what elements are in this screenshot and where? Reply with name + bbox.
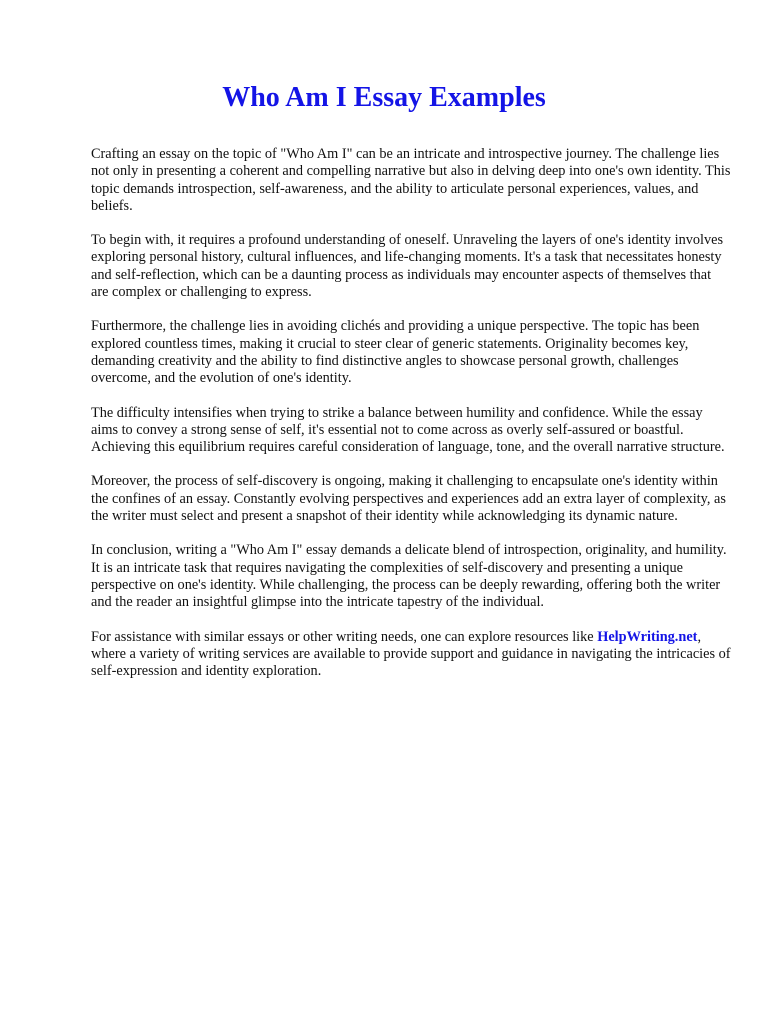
- paragraph-conclusion: In conclusion, writing a "Who Am I" essay demands a delicate blend of introspection, originality, and humility. It is an intricate task that requires navigating the complexities of self-discovery and presenting a unique perspective on one's identity. While challenging, the process can be deeply rewarding, offering both the writer and the reader an insightful glimpse into the intricate tapestry of the individual.: [91, 542, 727, 611]
- paragraph-intro: Crafting an essay on the topic of "Who Am I" can be an intricate and introspective journey. The challenge lies not only in presenting a coherent and compelling narrative but also in delving deep into one's own identity. This topic demands introspection, self-awareness, and the ability to articulate personal experiences, values, and beliefs.: [91, 146, 731, 214]
- helpwriting-link[interactable]: HelpWriting.net: [597, 628, 698, 645]
- paragraph-self-discovery: Moreover, the process of self-discovery is ongoing, making it challenging to encapsulate one's identity within the confines of an essay. Constantly evolving perspectives and experiences add an extra layer of complexity, as the writer must select and present a snapshot of their identity while acknowledging its dynamic nature.: [91, 473, 726, 525]
- paragraph-understanding: To begin with, it requires a profound understanding of oneself. Unraveling the layers of one's identity involves exploring personal history, cultural influences, and life-changing moments. It's a task that necessitates honesty and self-reflection, which can be a daunting process as individuals may encounter aspects of themselves that are complex or challenging to express.: [91, 232, 724, 301]
- paragraph-balance: The difficulty intensifies when trying to strike a balance between humility and confidence. While the essay aims to convey a strong sense of self, it's essential not to come across as overly self-assured or boastful. Achieving this equilibrium requires careful consideration of language, tone, and the overall narrative structure.: [91, 404, 725, 456]
- resources-text-after-link: , where a variety of writing services are available to provide support and guidance in navigating the intricacies of self-expression and identity exploration.: [91, 628, 731, 680]
- paragraph-cliches: Furthermore, the challenge lies in avoiding clichés and providing a unique perspective. The topic has been explored countless times, making it crucial to steer clear of generic statements. Originality becomes key, demanding creativity and the ability to find distinctive angles to showcase personal growth, challenges overcome, and the evolution of one's identity.: [91, 318, 700, 387]
- paragraph-resources: [91, 629, 731, 681]
- page-title: Who Am I Essay Examples: [222, 82, 546, 113]
- essay-body: [91, 146, 731, 697]
- resources-text-before-link: For assistance with similar essays or other writing needs, one can explore resources like: [91, 628, 598, 645]
